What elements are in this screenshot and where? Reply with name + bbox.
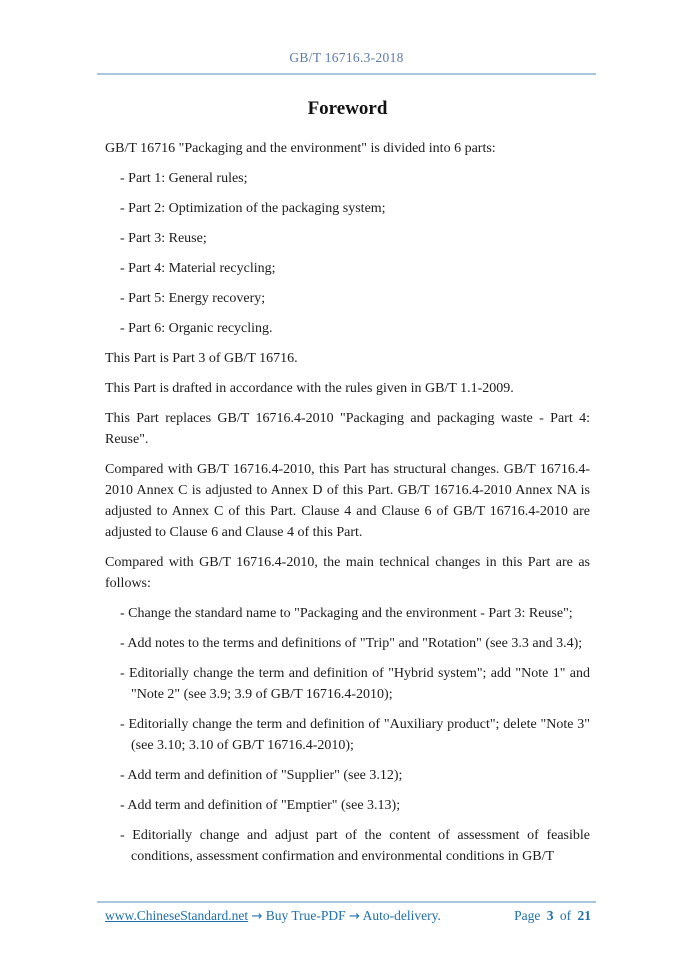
list-item-part3: - Part 3: Reuse; (120, 231, 207, 246)
paragraph-this-part: This Part is Part 3 of GB/T 16716. (105, 351, 298, 366)
document-body (105, 97, 590, 867)
standard-code: GB/T 16716.3-2018 (289, 50, 404, 65)
page-header (0, 0, 693, 75)
paragraph-intro: GB/T 16716 "Packaging and the environment" is divided into 6 parts: (105, 141, 496, 156)
page-footer (97, 901, 596, 924)
paragraph-structural-changes: Compared with GB/T 16716.4-2010, this Part has structural changes. GB/T 16716.4-2010 Annex C is adjusted to Annex D of this Part. GB/T 16716.4-2010 Annex NA is adjusted to Annex C of this Part. Clause 4 and Clause 6 of GB/T 16716.4-2010 are adjusted to Clause 6 and Clause 4 of this Part. (105, 462, 590, 540)
list-item-part2: - Part 2: Optimization of the packaging system; (120, 201, 386, 216)
right-arrow-icon: → (251, 909, 263, 924)
page-label: Page (514, 908, 541, 923)
website-link[interactable]: www.ChineseStandard.net (105, 908, 249, 923)
list-item-change-name: - Change the standard name to "Packaging and the environment - Part 3: Reuse"; (120, 606, 573, 621)
list-item-part5: - Part 5: Energy recovery; (120, 291, 266, 306)
list-item-hybrid-system: - Editorially change the term and definition of "Hybrid system"; add "Note 1" and "Note 2" (see 3.9; 3.9 of GB/T 16716.4-2010); (120, 666, 590, 702)
list-item-part1: - Part 1: General rules; (120, 171, 248, 186)
footer-promo (105, 908, 441, 924)
of-label: of (559, 908, 572, 923)
list-item-supplier: - Add term and definition of "Supplier" (see 3.12); (120, 768, 403, 783)
auto-delivery-label: Auto-delivery. (362, 908, 441, 923)
page-total: 21 (577, 908, 591, 923)
list-item-add-notes: - Add notes to the terms and definitions of "Trip" and "Rotation" (see 3.3 and 3.4); (120, 636, 583, 651)
buy-truepdf-label: Buy True-PDF (265, 908, 346, 923)
paragraph-drafted: This Part is drafted in accordance with the rules given in GB/T 1.1-2009. (105, 381, 514, 396)
list-item-emptier: - Add term and definition of "Emptier" (see 3.13); (120, 798, 401, 813)
list-item-assessment: - Editorially change and adjust part of the content of assessment of feasible conditions, assessment confirmation and environmental conditions in GB/T (120, 828, 590, 864)
page-indicator (511, 908, 591, 924)
list-item-part4: - Part 4: Material recycling; (120, 261, 276, 276)
header-divider (97, 73, 596, 75)
page-title: Foreword (307, 98, 388, 119)
right-arrow-icon: → (349, 909, 360, 924)
paragraph-changes-intro: Compared with GB/T 16716.4-2010, the main technical changes in this Part are as follows: (105, 555, 590, 591)
page-number: 3 (546, 908, 554, 923)
list-item-auxiliary-product: - Editorially change the term and definition of "Auxiliary product"; delete "Note 3" (see 3.10; 3.10 of GB/T 16716.4-2010); (120, 717, 590, 753)
paragraph-replaces: This Part replaces GB/T 16716.4-2010 "Packaging and packaging waste - Part 4: Reuse". (105, 411, 590, 447)
list-item-part6: - Part 6: Organic recycling. (120, 321, 273, 336)
